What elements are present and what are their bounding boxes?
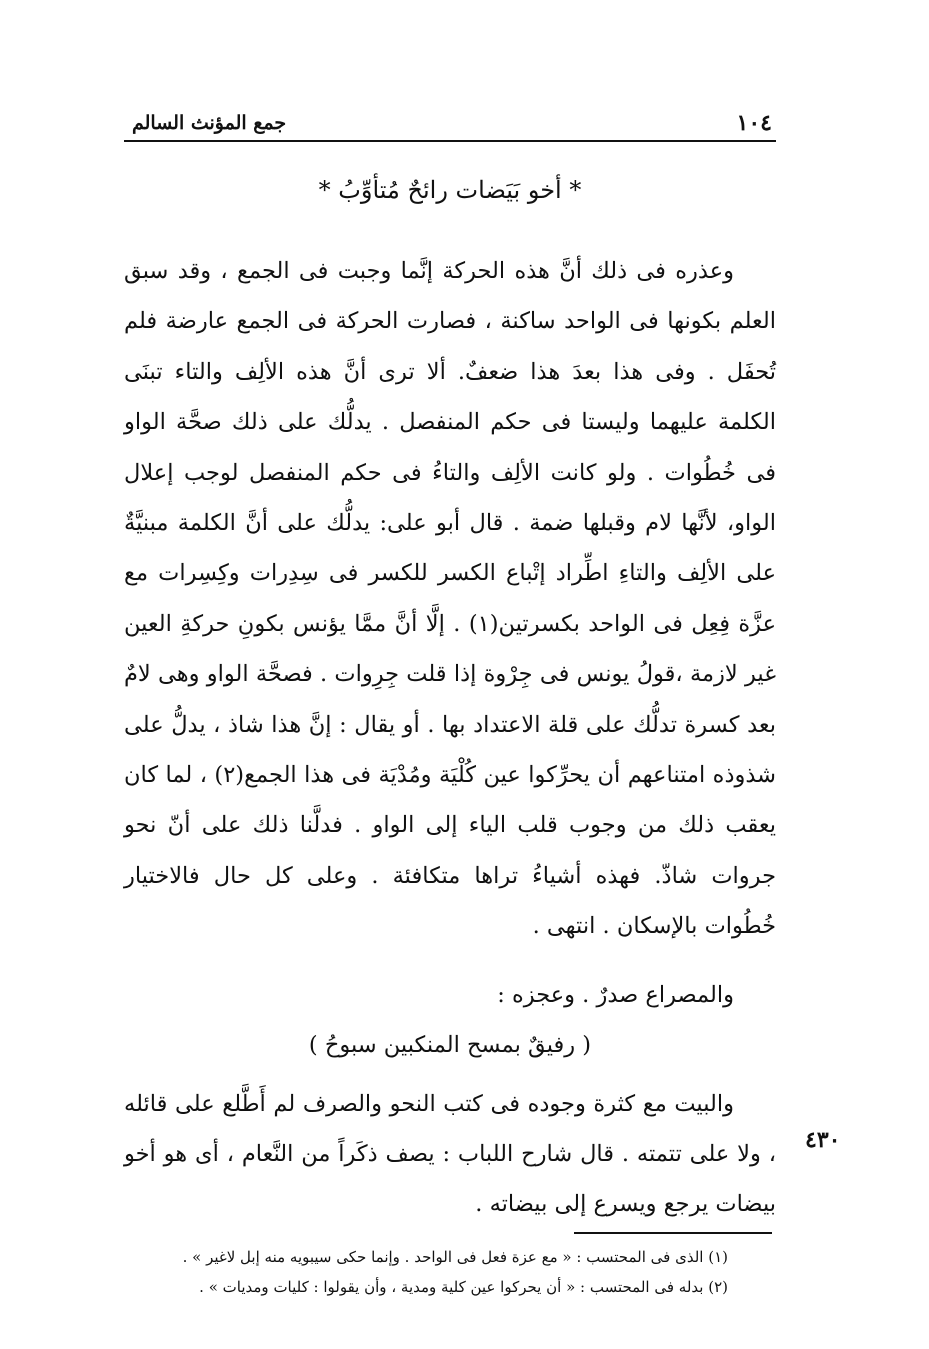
page-number: ١٠٤: [736, 110, 772, 136]
verse-top: * أخو بَيَضات رائحٌ مُتأوِّبُ *: [318, 176, 582, 204]
footnotes: [124, 1242, 776, 1302]
verse-bottom: ( رفيقٌ بمسح المنكبين سبوحُ ): [308, 1032, 592, 1059]
paragraph-1: وعذره فى ذلك أنَّ هذه الحركة إنَّما وجبت فى الجمع ، وقد سبق العلم بكونها فى الواحد ساكنة ، فصارت الحركة فى الجمع عارضة فلم تُحفَل . وفى هذا بعدَ هذا ضعفٌ. ألا ترى أنَّ هذه الألِف والتاء تبنَى الكلمة عليهما وليستا فى حكم المنفصل . يدلُّك على ذلك صحَّة الواو فى خُطُوات . ولو كانت الألِف والتاءُ فى حكم المنفصل لوجب إعلال الواو، لأنَّها لام وقبلها ضمة . قال أبو على: يدلُّك على أنَّ الكلمة مبنيَّةٌ على الألِف والتاءِ اطِّراد إتْباع الكسر للكسر فى سِدِرات وكِسِرات مع عزَّة فِعِل فى الواحد بكسرتين(١) . إلَّا أنَّ ممَّا يؤنس بكونِ حركةِ العين غير لازمة ،قولُ يونس فى جِرْوة إذا قلت جِرِوات . فصحَّة الواو وهى لامٌ بعد كسرة تدلُّك على قلة الاعتداد بها . أو يقال : إنَّ هذا شاذ ، يدلُّ على شذوذه امتناعهم أن يحرِّكوا عين كُلْيَة ومُدْيَة فى هذا الجمع(٢) ، لما كان يعقب ذلك من وجوب قلب الياء إلى الواو . فدلَّنا ذلك على أنّ نحو جروات شاذّ. فهذه أشياءُ تراها متكافئة . وعلى كل حال فالاختيار خُطُوات بالإسكان . انتهى .: [124, 258, 776, 940]
paragraph-3: والبيت مع كثرة وجوده فى كتب النحو والصرف لم أَطَّلع على قائله ، ولا على تتمته . قال شارح اللباب : يصف ذكَراً من النَّعام ، أى هو أخو بيضات يرجع ويسرع إلى بيضاته .: [124, 1090, 776, 1218]
margin-number: ٤٣٠: [805, 1127, 841, 1153]
footnote-2: (٢) بدله فى المحتسب : « أن يحركوا عين كلية ومدية ، وأن يقولوا : كليات ومديات » .: [199, 1278, 728, 1296]
running-title: جمع المؤنث السالم: [132, 112, 287, 134]
main-text: [124, 246, 776, 1230]
footnote-rule: [574, 1232, 772, 1234]
footnote-1: (١) الذى فى المحتسب : « مع عزة فعل فى الواحد . وإنما حكى سيبويه منه إبل لاغير » .: [182, 1248, 728, 1266]
page-header: [124, 104, 776, 142]
paragraph-2: والمصراع صدرٌ . وعجزه :: [497, 981, 734, 1008]
